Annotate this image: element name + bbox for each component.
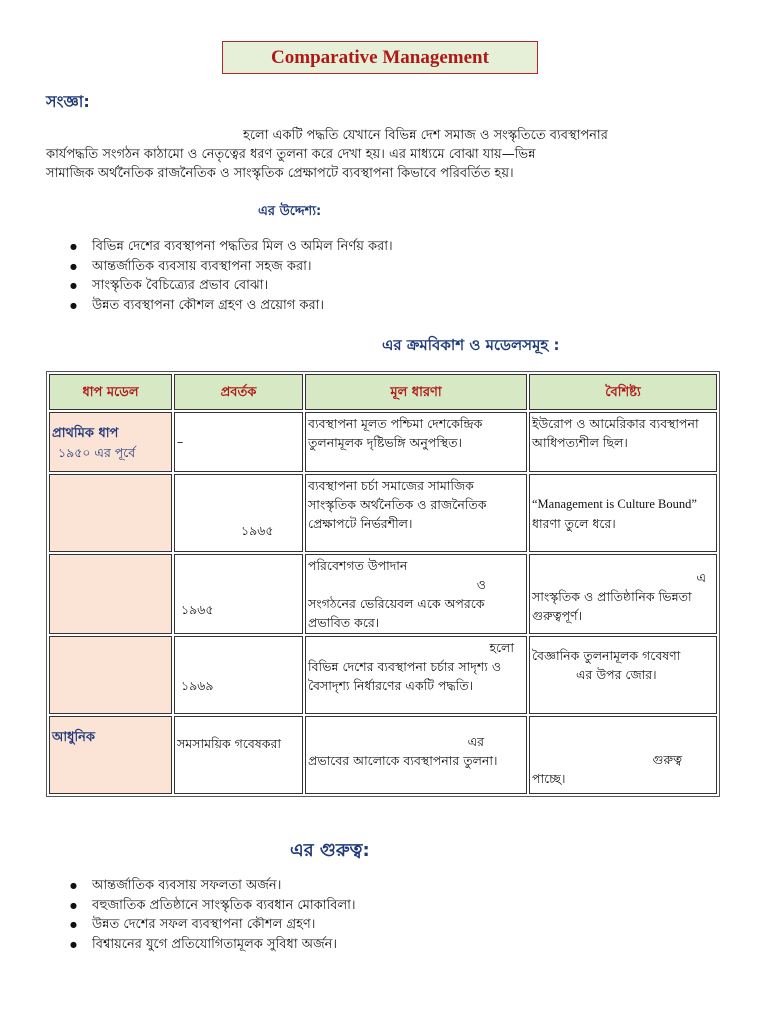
feature-cell bbox=[529, 474, 717, 552]
founder-text: – bbox=[177, 434, 184, 449]
table-row bbox=[49, 554, 717, 634]
concept-text: পরিবেশগত উপাদান bbox=[308, 558, 408, 573]
models-table bbox=[46, 371, 720, 797]
feature-text: পাচ্ছে। bbox=[532, 771, 566, 786]
stage-cell bbox=[49, 716, 172, 794]
table-row bbox=[49, 636, 717, 714]
founder-cell bbox=[174, 554, 303, 634]
concept-text: সংগঠনের ভেরিয়েবল একে অপরকে প্রভাবিত করে। bbox=[308, 596, 485, 630]
definition-line-1: হলো একটি পদ্ধতি যেখানে বিভিন্ন দেশ সমাজ ও সংস্কৃতিতে ব্যবস্থাপনার bbox=[243, 128, 608, 143]
concept-cell bbox=[305, 554, 527, 634]
founder-cell bbox=[174, 716, 303, 794]
founder-cell bbox=[174, 412, 303, 472]
concept-text: বিভিন্ন দেশের ব্যবস্থাপনা চর্চার সাদৃশ্য ও বৈসাদৃশ্য নির্ধারণের একটি পদ্ধতি। bbox=[308, 659, 502, 693]
founder-text: ১৯৬৯ bbox=[181, 678, 214, 693]
column-header-founder: প্রবর্তক bbox=[174, 374, 303, 410]
column-header-feature: বৈশিষ্ট্য bbox=[529, 374, 717, 410]
list-item: ● উন্নত দেশের সফল ব্যবস্থাপনা কৌশল গ্রহণ। bbox=[70, 915, 356, 935]
founder-cell bbox=[174, 636, 303, 714]
column-header-concept: মূল ধারণা bbox=[305, 374, 527, 410]
stage-cell bbox=[49, 474, 172, 552]
list-item: ● বহুজাতিক প্রতিষ্ঠানে সাংস্কৃতিক ব্যবধান মোকাবিলা। bbox=[70, 896, 356, 916]
stage-period: ১৯৫০ এর পূর্বে bbox=[58, 445, 136, 460]
founder-text: ১৯৬৫ bbox=[241, 523, 274, 538]
table-header-row bbox=[49, 374, 717, 410]
feature-text: ধারণা তুলে ধরে। bbox=[532, 515, 616, 531]
evolution-heading: এর ক্রমবিকাশ ও মডেলসমূহ : bbox=[382, 336, 560, 354]
importance-list bbox=[70, 876, 356, 954]
feature-cell bbox=[529, 636, 717, 714]
definition-line-2: কার্যপদ্ধতি সংগঠন কাঠামো ও নেতৃত্বের ধরণ তুলনা করে দেখা হয়। এর মাধ্যমে বোঝা যায়—ভিন্ন bbox=[46, 147, 536, 162]
feature-text: এর উপর জোর। bbox=[576, 667, 657, 682]
concept-text: ও bbox=[476, 577, 486, 592]
feature-quote: “Management is Culture Bound” bbox=[532, 496, 697, 511]
feature-text: বৈজ্ঞানিক তুলনামূলক গবেষণা bbox=[532, 648, 681, 663]
list-item: ● আন্তর্জাতিক ব্যবসায় সফলতা অর্জন। bbox=[70, 876, 356, 896]
concept-cell: ব্যবস্থাপনা চর্চা সমাজের সামাজিক সাংস্কৃতিক অর্থনৈতিক ও রাজনৈতিক প্রেক্ষাপটে নির্ভরশীল। bbox=[305, 474, 527, 552]
feature-cell bbox=[529, 716, 717, 794]
stage-cell bbox=[49, 554, 172, 634]
feature-text: এ bbox=[696, 570, 706, 585]
stage-name: আধুনিক bbox=[52, 730, 96, 745]
concept-text: এর bbox=[467, 734, 484, 749]
list-item: ● সাংস্কৃতিক বৈচিত্র্যের প্রভাব বোঝা। bbox=[70, 276, 393, 296]
founder-text: ১৯৬৫ bbox=[181, 602, 214, 617]
founder-cell bbox=[174, 474, 303, 552]
table-row bbox=[49, 716, 717, 794]
table-row bbox=[49, 474, 717, 552]
feature-cell: ইউরোপ ও আমেরিকার ব্যবস্থাপনা আধিপত্যশীল ছিল। bbox=[529, 412, 717, 472]
objectives-heading: এর উদ্দেশ্য: bbox=[258, 204, 322, 219]
column-header-stage: ধাপ মডেল bbox=[49, 374, 172, 410]
table-row bbox=[49, 412, 717, 472]
concept-cell: ব্যবস্থাপনা মূলত পশ্চিমা দেশকেন্দ্রিক তুলনামূলক দৃষ্টিভঙ্গি অনুপস্থিত। bbox=[305, 412, 527, 472]
feature-cell bbox=[529, 554, 717, 634]
list-item: ● বিভিন্ন দেশের ব্যবস্থাপনা পদ্ধতির মিল ও অমিল নির্ণয় করা। bbox=[70, 237, 393, 257]
concept-text: হলো bbox=[489, 640, 514, 655]
stage-name: প্রাথমিক ধাপ bbox=[52, 426, 119, 441]
feature-text: সাংস্কৃতিক ও প্রাতিষ্ঠানিক ভিন্নতা গুরুত্বপূর্ণ। bbox=[532, 589, 692, 623]
list-item: ● বিশ্বায়নের যুগে প্রতিযোগিতামূলক সুবিধা অর্জন। bbox=[70, 935, 356, 955]
concept-cell bbox=[305, 636, 527, 714]
definition-heading: সংজ্ঞা: bbox=[46, 92, 90, 111]
list-item: ● আন্তর্জাতিক ব্যবসায় ব্যবস্থাপনা সহজ করা। bbox=[70, 257, 393, 277]
objectives-list bbox=[70, 237, 393, 315]
feature-text: গুরুত্ব bbox=[652, 752, 682, 767]
concept-cell bbox=[305, 716, 527, 794]
founder-text: সমসাময়িক গবেষকরা bbox=[177, 736, 281, 751]
document-title-box bbox=[222, 41, 538, 74]
document-title: Comparative Management bbox=[271, 46, 489, 68]
stage-cell bbox=[49, 636, 172, 714]
definition-line-3: সামাজিক অর্থনৈতিক রাজনৈতিক ও সাংস্কৃতিক প্রেক্ষাপটে ব্যবস্থাপনা কিভাবে পরিবর্তিত হয়। bbox=[46, 166, 514, 181]
stage-cell bbox=[49, 412, 172, 472]
importance-heading: এর গুরুত্ব: bbox=[290, 840, 370, 861]
list-item: ● উন্নত ব্যবস্থাপনা কৌশল গ্রহণ ও প্রয়োগ করা। bbox=[70, 296, 393, 316]
concept-text: প্রভাবের আলোকে ব্যবস্থাপনার তুলনা। bbox=[308, 753, 498, 768]
